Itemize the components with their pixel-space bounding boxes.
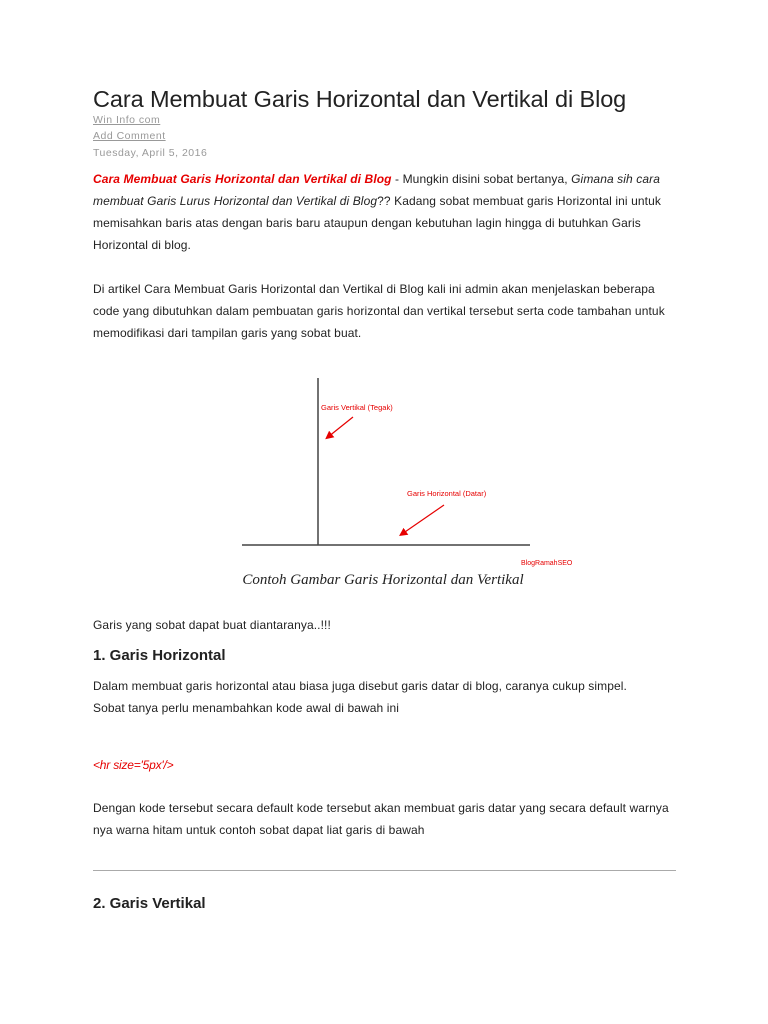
watermark: BlogRamahSEO (521, 560, 573, 567)
intro-text-2: ?? Kadang sobat membuat garis Horizontal ini untuk memisahkan baris atas dengan baris baru ataupun dengan kebutuhan lagin hingga di butuhkan Garis Horizontal di blog. (93, 194, 661, 252)
lead-in-text: Garis yang sobat dapat buat diantaranya..!!! (93, 618, 331, 632)
article-paragraph: Di artikel Cara Membuat Garis Horizontal dan Vertikal di Blog kali ini admin akan menjelaskan beberapa code yang dibutuhkan dalam pembuatan garis horizontal dan vertikal tersebut serta code tambahan untuk memodifikasi dari tampilan garis yang sobat buat. (93, 282, 665, 340)
label-horizontal: Garis Horizontal (Datar) (407, 489, 487, 498)
line-diagram-image (232, 372, 582, 597)
author-link[interactable]: Win Info com (93, 114, 161, 126)
post-date: Tuesday, April 5, 2016 (93, 147, 208, 159)
horizontal-rule-example (93, 870, 676, 871)
arrow-vertical (328, 417, 353, 437)
section-heading-vertical: 2. Garis Vertikal (93, 895, 206, 912)
intro-italic: Gimana sih cara membuat Garis Lurus Horizontal dan Vertikal di Blog (93, 172, 660, 208)
section1-paragraph: Dalam membuat garis horizontal atau biasa juga disebut garis datar di blog, caranya cukup simpel. Sobat tanya perlu menambahkan kode awal di bawah ini (93, 679, 627, 715)
intro-lead: Cara Membuat Garis Horizontal dan Vertikal di Blog (93, 172, 392, 186)
intro-text-1: - Mungkin disini sobat bertanya, (391, 172, 572, 186)
figure-caption: Contoh Gambar Garis Horizontal dan Vertikal (242, 572, 524, 588)
figure-line-diagram (232, 372, 582, 597)
code-snippet: <hr size='5px'/> (93, 758, 174, 772)
section-heading-horizontal: 1. Garis Horizontal (93, 647, 226, 664)
arrow-horizontal (402, 505, 444, 534)
section1-after-paragraph: Dengan kode tersebut secara default kode tersebut akan membuat garis datar yang secara default warnya nya warna hitam untuk contoh sobat dapat liat garis di bawah (93, 801, 669, 837)
intro-paragraph (93, 168, 683, 256)
add-comment-link[interactable]: Add Comment (93, 130, 166, 142)
page-title: Cara Membuat Garis Horizontal dan Vertikal di Blog (93, 86, 627, 112)
label-vertical: Garis Vertikal (Tegak) (321, 403, 393, 412)
